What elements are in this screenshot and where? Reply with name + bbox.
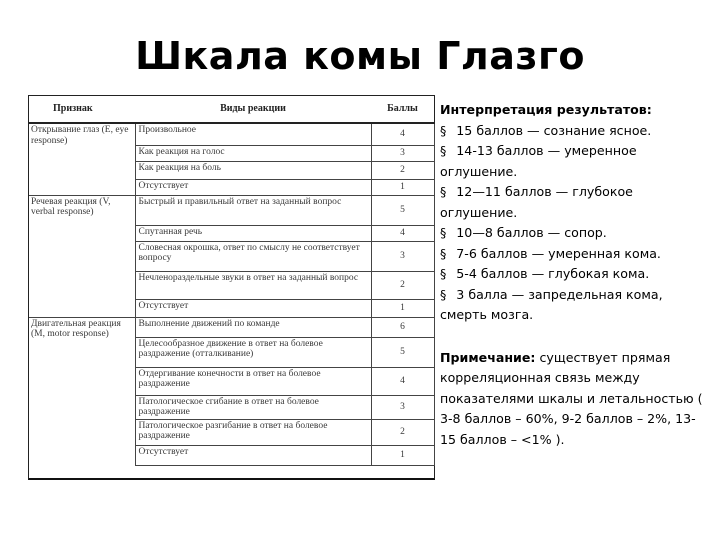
header-reaction: Виды реакции xyxy=(135,96,371,123)
reaction-cell: Патологическое сгибание в ответ на болевое раздражение xyxy=(135,395,371,419)
score-cell: 2 xyxy=(371,419,434,445)
reaction-cell: Словесная окрошка, ответ по смыслу не соответствует вопросу xyxy=(135,241,371,271)
score-cell: 6 xyxy=(371,317,434,337)
reaction-cell: Отсутствует xyxy=(135,445,371,465)
score-cell: 5 xyxy=(371,337,434,367)
interpretation-item-text: 5-4 баллов — глубокая кома. xyxy=(456,266,650,281)
reaction-cell: Нечленораздельные звуки в ответ на заданный вопрос xyxy=(135,271,371,299)
interpretation-item-text: 15 баллов — сознание ясное. xyxy=(456,122,652,138)
score-cell: 4 xyxy=(371,367,434,395)
score-cell: 5 xyxy=(371,195,434,225)
interpretation-panel xyxy=(440,100,710,450)
interpretation-item xyxy=(440,223,710,244)
reaction-cell: Спутанная речь xyxy=(135,225,371,241)
bullet-icon: § xyxy=(440,184,447,199)
reaction-cell: Произвольное xyxy=(135,123,371,145)
score-cell: 2 xyxy=(371,271,434,299)
table-row xyxy=(29,123,434,145)
header-sign: Признак xyxy=(29,96,135,123)
bullet-icon: § xyxy=(440,266,447,281)
table-header-row xyxy=(29,96,434,123)
slide-title: Шкала комы Глазго xyxy=(135,34,585,78)
reaction-cell: Целесообразное движение в ответ на болевое раздражение (отталкивание) xyxy=(135,337,371,367)
score-cell: 1 xyxy=(371,299,434,317)
score-cell: 3 xyxy=(371,241,434,271)
table-row xyxy=(29,317,434,337)
score-cell: 2 xyxy=(371,161,434,179)
reaction-cell: Выполнение движений по команде xyxy=(135,317,371,337)
reaction-cell: Отсутствует xyxy=(135,179,371,195)
category-cell: Двигательная реакция (M, motor response) xyxy=(29,317,135,465)
reaction-cell: Патологическое разгибание в ответ на болевое раздражение xyxy=(135,419,371,445)
category-cell: Речевая реакция (V, verbal response) xyxy=(29,195,135,317)
score-cell: 1 xyxy=(371,179,434,195)
interpretation-item xyxy=(440,264,710,285)
note-label: Примечание: xyxy=(440,349,536,365)
bullet-icon: § xyxy=(440,245,447,261)
glasgow-scale-table xyxy=(29,96,435,466)
reaction-cell: Быстрый и правильный ответ на заданный вопрос xyxy=(135,195,371,225)
reaction-cell: Отдергивание конечности в ответ на болевое раздражение xyxy=(135,367,371,395)
bullet-icon: § xyxy=(440,122,447,138)
interpretation-item xyxy=(440,244,710,265)
reaction-cell: Отсутствует xyxy=(135,299,371,317)
reaction-cell: Как реакция на голос xyxy=(135,145,371,161)
interpretation-item-text: 10—8 баллов — сопор. xyxy=(456,225,607,240)
score-cell: 3 xyxy=(371,145,434,161)
score-cell: 1 xyxy=(371,445,434,465)
glasgow-scale-table-image xyxy=(28,95,435,480)
note-paragraph xyxy=(440,348,710,451)
note-text: существует прямая корреляционная связь между показателями шкалы и летальностью ( 3-8 баллов – 60%, 9-2 баллов – 2%, 13-15 баллов – <1% ). xyxy=(440,349,703,447)
interpretation-item-text: 3 балла — запредельная кома, смерть мозга. xyxy=(440,286,663,322)
reaction-cell: Как реакция на боль xyxy=(135,161,371,179)
bullet-icon: § xyxy=(440,225,447,240)
header-score: Баллы xyxy=(371,96,434,123)
interpretation-item-text: 14-13 баллов — умеренное оглушение. xyxy=(440,143,637,179)
bullet-icon: § xyxy=(440,286,447,302)
score-cell: 4 xyxy=(371,123,434,145)
bullet-icon: § xyxy=(440,143,447,158)
interpretation-item xyxy=(440,121,710,142)
interpretation-heading: Интерпретация результатов: xyxy=(440,102,652,117)
interpretation-item-text: 12—11 баллов — глубокое оглушение. xyxy=(440,184,633,220)
table-row xyxy=(29,195,434,225)
interpretation-item-text: 7-6 баллов — умеренная кома. xyxy=(456,245,661,261)
score-cell: 4 xyxy=(371,225,434,241)
table-body xyxy=(29,123,434,465)
interpretation-item xyxy=(440,141,710,182)
interpretation-item xyxy=(440,285,710,326)
interpretation-item xyxy=(440,182,710,223)
score-cell: 3 xyxy=(371,395,434,419)
category-cell: Открывание глаз (E, eye response) xyxy=(29,123,135,195)
interpretation-list xyxy=(440,121,710,326)
